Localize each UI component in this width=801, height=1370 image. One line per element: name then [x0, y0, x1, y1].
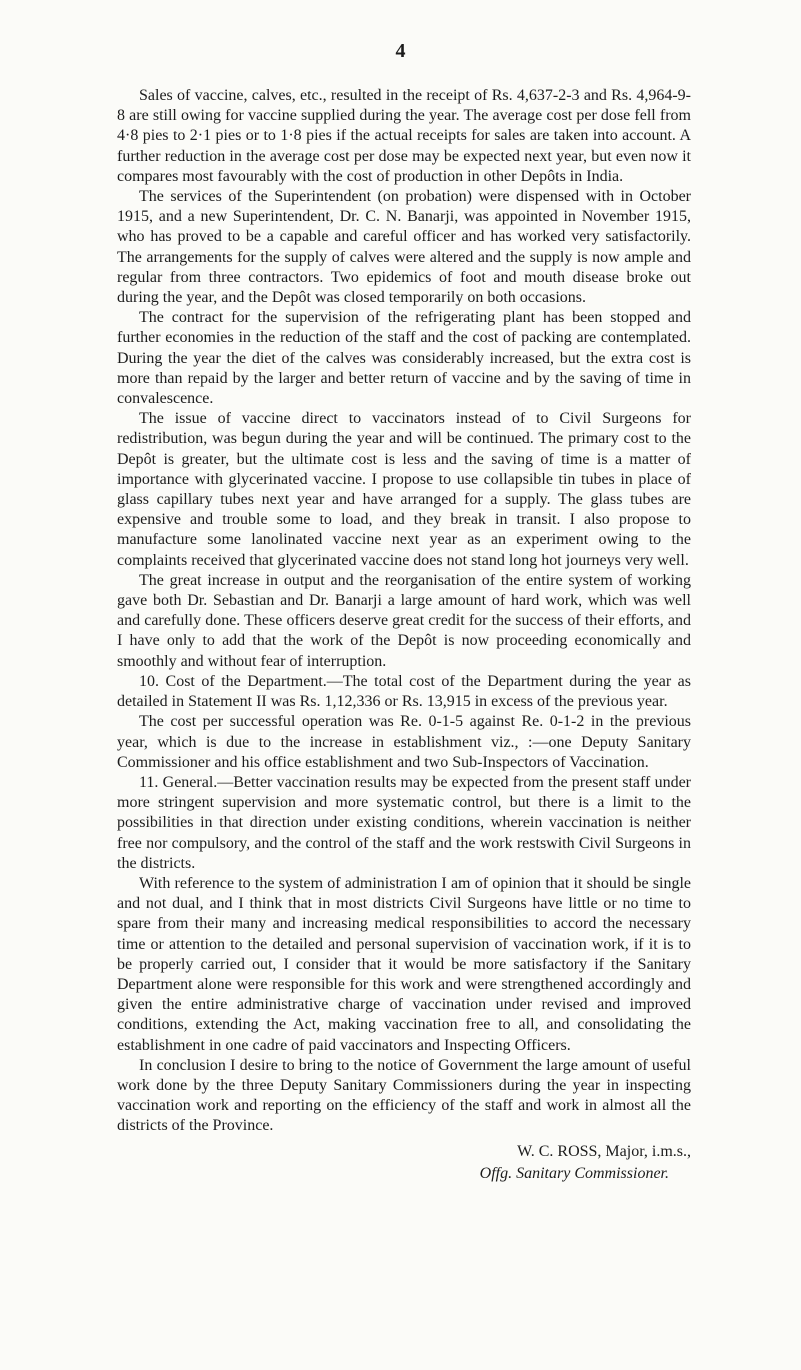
paragraph: With reference to the system of administration I am of opinion that it should be single and not dual, and I think that in most districts Civil Surgeons have little or no time to spare from their many and increasing medical responsibilities to accord the necessary time or attention to the detailed and personal supervision of vaccination work, if it is to be properly carried out, I consider that it would be more satisfactory if the Sanitary Department alone were responsible for this work and were strengthened accordingly and given the entire administrative charge of vaccination under revised and improved conditions, extending the Act, making vaccination free to all, and consolidating the establishment in one cadre of paid vaccinators and Inspecting Officers.: [117, 874, 691, 1054]
paragraph: The issue of vaccine direct to vaccinators instead of to Civil Surgeons for redistribution, was begun during the year and will be continued. The primary cost to the Depôt is greater, but the ultimate cost is less and the saving of time is a matter of importance with glycerinated vaccine. I propose to use collapsible tin tubes in place of glass capillary tubes next year and have arranged for a supply. The glass tubes are expensive and trouble some to load, and they break in transit. I also propose to manufacture some lanolinated vaccine next year as an experiment owing to the complaints received that glycerinated vaccine does not stand long hot journeys very well.: [117, 410, 691, 569]
section-heading: Cost of the Department.: [165, 672, 327, 690]
section-text: —The total cost of the Department during the year as detailed in Statement II was Rs. 1,12,336 or Rs. 13,915 in excess of the previous year.: [117, 672, 691, 711]
signatory-name: W. C. ROSS, Major, i.m.s.,: [517, 1142, 691, 1160]
section-number: 10.: [139, 672, 159, 690]
page-number: 4: [395, 40, 406, 62]
paragraph: Sales of vaccine, calves, etc., resulted in the receipt of Rs. 4,637-2-3 and Rs. 4,964-9-8 are still owing for vaccine supplied during the year. The average cost per dose fell from 4·8 pies to 2·1 pies or to 1·8 pies if the actual receipts for sales are taken into account. A further reduction in the average cost per dose may be expected next year, but even now it compares most favourably with the cost of production in other Depôts in India.: [117, 87, 691, 185]
body-text: [117, 86, 691, 1185]
paragraph: The cost per successful operation was Re. 0-1-5 against Re. 0-1-2 in the previous year, which is due to the increase in establishment viz., :—one Deputy Sanitary Commissioner and his office establishment and two Sub-Inspectors of Vaccination.: [117, 713, 691, 771]
signature-block: [117, 1141, 691, 1185]
section-heading: General.: [162, 773, 218, 791]
section-text: —Better vaccination results may be expected from the present staff under more stringent supervision and more systematic control, but there is a limit to the possibilities in that direction under existing conditions, wherein vaccination is neither free nor compulsory, and the control of the staff and the work restswith Civil Surgeons in the districts.: [117, 773, 692, 872]
paragraph: The great increase in output and the reorganisation of the entire system of working gave both Dr. Sebastian and Dr. Banarji a large amount of hard work, which was well and carefully done. These officers deserve great credit for the success of their efforts, and I have only to add that the work of the Depôt is now proceeding economically and smoothly and without fear of interruption.: [117, 571, 691, 670]
paragraph: The contract for the supervision of the refrigerating plant has been stopped and further economies in the reduction of the staff and the cost of packing are contemplated. During the year the diet of the calves was considerably increased, but the extra cost is more than repaid by the larger and better return of vaccine and by the saving of time in convalescence.: [117, 309, 691, 408]
paragraph: The services of the Superintendent (on probation) were dispensed with in October 1915, and a new Superintendent, Dr. C. N. Banarji, was appointed in November 1915, who has proved to be a capable and careful officer and has worked very satisfactorily. The arrangements for the supply of calves were altered and the supply is now ample and regular from three contractors. Two epidemics of foot and mouth disease broke out during the year, and the Depôt was closed temporarily on both occasions.: [117, 188, 691, 307]
section-paragraph: [117, 773, 691, 874]
signatory-title: Offg. Sanitary Commissioner.: [479, 1164, 669, 1182]
section-paragraph: [117, 672, 691, 712]
paragraph: In conclusion I desire to bring to the notice of Government the large amount of useful work done by the three Deputy Sanitary Commissioners during the year in inspecting vaccination work and reporting on the efficiency of the staff and work in almost all the districts of the Province.: [117, 1056, 691, 1135]
section-number: 11.: [139, 773, 159, 791]
